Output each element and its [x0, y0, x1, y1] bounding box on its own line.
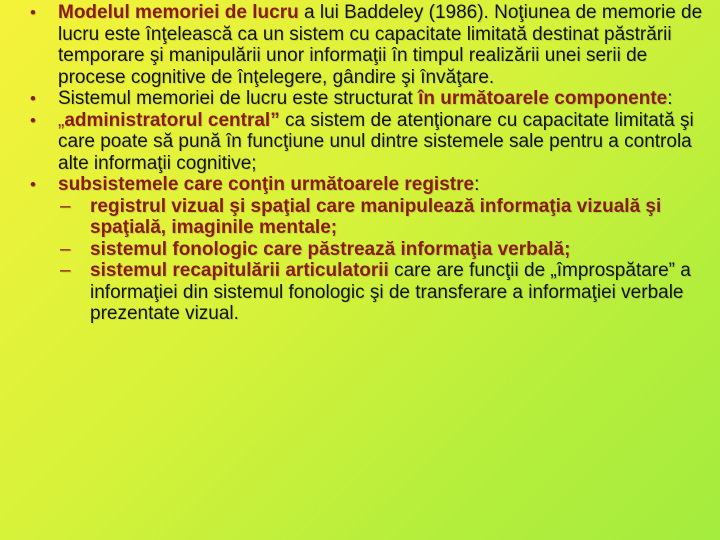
sub-3-text: care are funcţii de „împrospătare” a informaţiei din sistemul fonologic şi de transferare a informaţiei verbale prezentate vizual. [90, 260, 691, 324]
dash-icon: – [60, 260, 71, 281]
bullet-1-heading: Modelul memoriei de lucru [58, 2, 299, 23]
bullet-3-text: ca sistem de atenţionare cu capacitate limitată şi care poate să pună în funcţiune unul dintre sistemele sale pentru a controla alte informaţii cognitive; [58, 109, 694, 174]
bullet-3-quote: „ [58, 109, 65, 131]
bullet-item-2 [30, 88, 706, 110]
bullet-item-3 [30, 110, 706, 175]
bullet-icon: • [30, 89, 36, 108]
sub-item-2 [60, 239, 706, 261]
bullet-2-tail: : [667, 88, 673, 109]
bullet-item-4 [30, 174, 706, 325]
sub-1-strong: registrul vizual şi spaţial care manipulează informaţia vizuală şi spaţială, imaginile mentale; [90, 195, 662, 238]
sub-list [58, 196, 706, 325]
sub-item-1 [60, 196, 706, 239]
dash-icon: – [60, 195, 71, 217]
bullet-2-strong: în următoarele componente [418, 88, 668, 109]
bullet-3-strong: administratorul central” [64, 109, 280, 131]
sub-item-3 [60, 260, 706, 325]
sub-2-strong: sistemul fonologic care păstrează informaţia verbală; [90, 238, 571, 260]
dash-icon: – [60, 238, 71, 260]
bullet-2-text: Sistemul memoriei de lucru este structurat [58, 88, 419, 109]
bullet-item-1 [30, 2, 706, 88]
sub-3-strong: sistemul recapitulării articulatorii [90, 260, 389, 281]
bullet-4-tail: : [474, 174, 480, 195]
bullet-1-text: a lui Baddeley (1986). Noţiunea de memorie de lucru este înţelească ca un sistem cu capacitate limitată destinat păstrării temporare şi manipulării unor informaţii în timpul realizării unei serii de procese cognitive de înţelegere, gândire şi învăţare. [58, 2, 703, 88]
bullet-icon: • [30, 110, 36, 130]
bullet-4-strong: subsistemele care conţin următoarele registre [58, 174, 475, 195]
bullet-icon: • [30, 175, 36, 194]
bullet-icon: • [30, 3, 36, 22]
bullet-list [30, 2, 706, 325]
